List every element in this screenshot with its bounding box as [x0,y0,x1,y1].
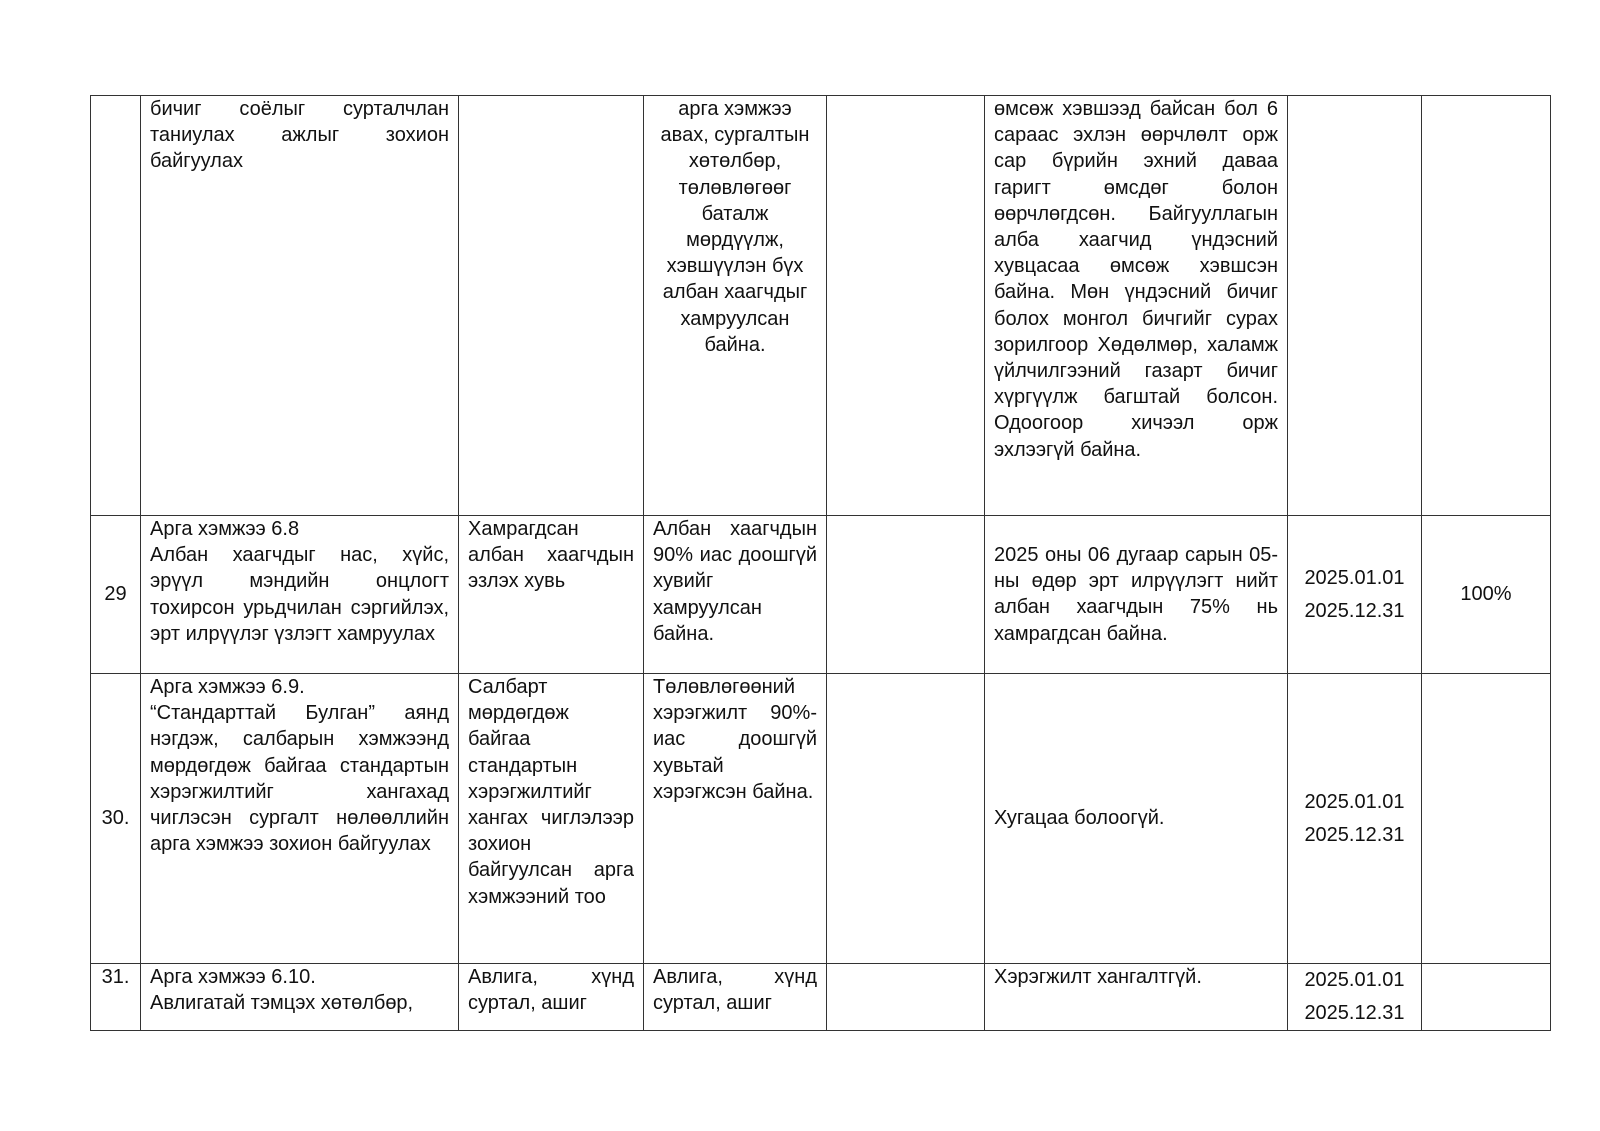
activity-cell [141,516,459,674]
baseline-cell [827,516,985,674]
row-number: 30. [91,674,141,964]
target-cell: Авлига, хүнд суртал, ашиг [644,964,827,1031]
table-row [91,96,1551,516]
target-cell: Төлөвлөгөөний хэрэгжилт 90%-иас доошгүй хувьтай хэрэгжсэн байна. [644,674,827,964]
activity-text: бичиг соёлыг сурталчлан таниулах ажлыг зохион байгуулах [150,98,449,173]
date-cell [1288,96,1422,516]
date-end: 2025.12.31 [1304,1002,1405,1024]
plan-table [90,95,1551,1031]
baseline-cell [827,674,985,964]
activity-title: Арга хэмжээ 6.10. [150,966,316,988]
percent-cell: 100% [1422,516,1551,674]
activity-title: Арга хэмжээ 6.9. [150,676,305,698]
activity-text: “Стандарттай Булган” аянд нэгдэж, салбарын хэмжээнд мөрдөгдөж байгаа стандартын хэрэгжилтийг хангахад чиглэсэн сургалт нөлөөллийн арга хэмжээ зохион байгуулах [150,702,449,856]
performance-cell: Хугацаа болоогүй. [985,674,1288,964]
percent-cell [1422,964,1551,1031]
date-cell [1288,674,1422,964]
date-cell [1288,516,1422,674]
percent-cell [1422,96,1551,516]
activity-title: Арга хэмжээ 6.8 [150,518,300,540]
performance-cell: Хэрэгжилт хангалтгүй. [985,964,1288,1031]
indicator-cell: Салбарт мөрдөгдөж байгаа стандартын хэрэгжилтийг хангах чиглэлээр зохион байгуулсан арга хэмжээний тоо [459,674,644,964]
table-row [91,964,1551,1031]
baseline-cell [827,96,985,516]
target-cell: арга хэмжээ авах, сургалтын хөтөлбөр, төлөвлөгөөг баталж мөрдүүлж, хэвшүүлэн бүх албан хаагчдыг хамруулсан байна. [644,96,827,516]
date-cell [1288,964,1422,1031]
target-cell: Албан хаагчдын 90% иас доошгүй хувийг хамруулсан байна. [644,516,827,674]
table-row [91,516,1551,674]
activity-cell [141,964,459,1031]
row-number [91,96,141,516]
date-end: 2025.12.31 [1304,599,1405,622]
activity-text: Авлигатай тэмцэх хөтөлбөр, [150,992,414,1015]
date-start: 2025.01.01 [1304,969,1405,991]
performance-cell: өмсөж хэвшээд байсан бол 6 сараас эхлэн өөрчлөлт орж сар бүрийн эхний даваа гаригт өмсдөг болон өөрчлөгдсөн. Байгууллагын алба хаагчид үндэсний хувцасаа өмсөж хэвшсэн байна. Мөн үндэсний бичиг болох монгол бичгийг сурах зорилгоор Хөдөлмөр, халамж үйлчилгээний газарт бичиг хүргүүлж багштай болсон. Одоогоор хичээл орж эхлээгүй байна. [985,96,1288,516]
percent-cell [1422,674,1551,964]
date-start: 2025.01.01 [1304,790,1405,813]
activity-cell [141,96,459,516]
activity-text: Албан хаагчдыг нас, хүйс, эрүүл мэндийн онцлогт тохирсон урьдчилан сэргийлэх, эрт илрүүлэг үзлэгт хамруулах [150,544,449,645]
table-row [91,674,1551,964]
row-number: 29 [91,516,141,674]
performance-cell: 2025 оны 06 дугаар сарын 05-ны өдөр эрт илрүүлэгт нийт албан хаагчдын 75% нь хамрагдсан байна. [985,516,1288,674]
date-start: 2025.01.01 [1304,566,1405,589]
date-end: 2025.12.31 [1304,823,1405,846]
row-number: 31. [91,964,141,1031]
indicator-cell: Хамрагдсан албан хаагчдын эзлэх хувь [459,516,644,674]
indicator-cell [459,96,644,516]
baseline-cell [827,964,985,1031]
activity-cell [141,674,459,964]
indicator-cell: Авлига, хүнд суртал, ашиг [459,964,644,1031]
